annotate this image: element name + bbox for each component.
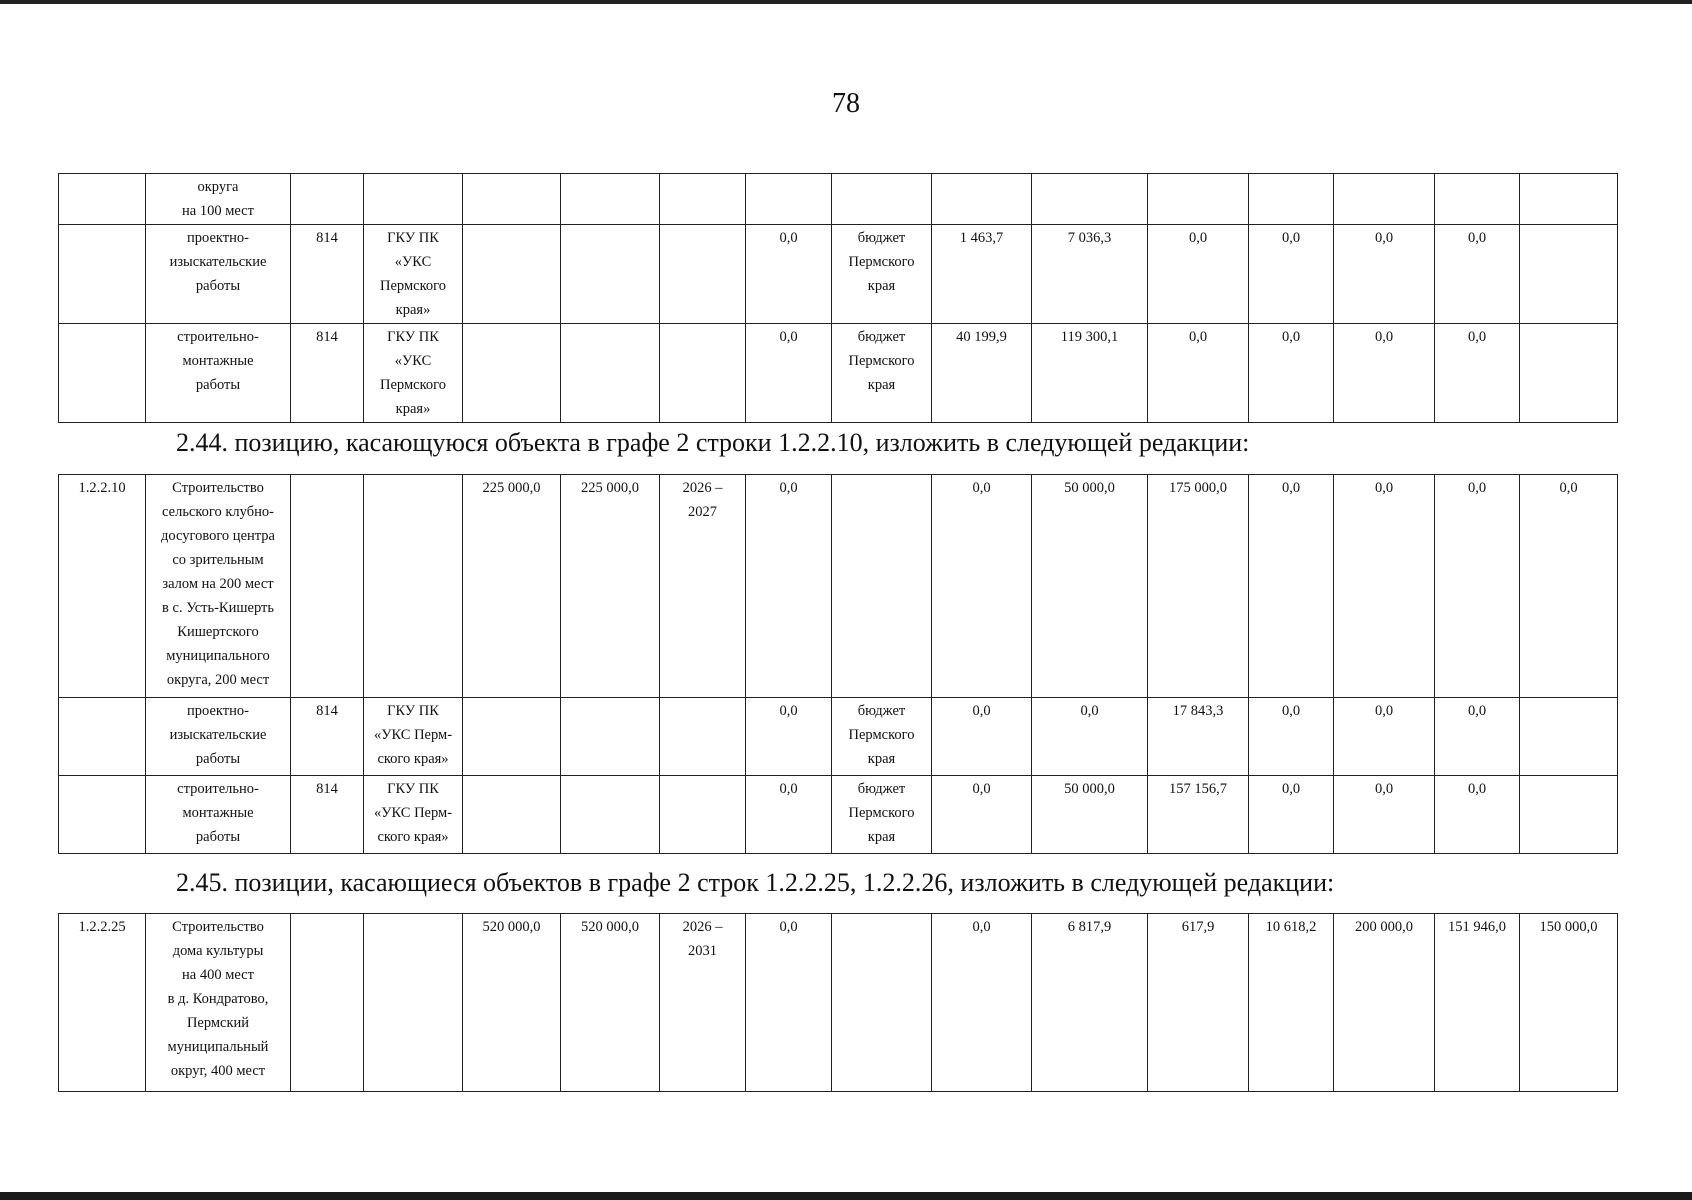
section-heading-2-45: 2.45. позиции, касающиеся объектов в графе 2 строк 1.2.2.25, 1.2.2.26, изложить в следующей редакции: <box>176 868 1335 897</box>
table-cell: 7 036,3 <box>1032 225 1148 324</box>
table-cell: бюджет Пермского края <box>832 776 932 854</box>
table-cell: бюджет Пермского края <box>832 698 932 776</box>
table-row-1-2-2-10 <box>58 474 1618 854</box>
table-cell: ГКУ ПК «УКС Перм- ского края» <box>364 776 463 854</box>
table-cell: 40 199,9 <box>932 324 1032 423</box>
table-cell: 50 000,0 <box>1032 475 1148 698</box>
table-cell <box>1148 174 1249 225</box>
table-cell: 1 463,7 <box>932 225 1032 324</box>
table-cell: Строительство сельского клубно- досугового центра со зрительным залом на 200 мест в с. Усть-Кишерть Кишертского муниципального округа, 200 мест <box>146 475 291 698</box>
table-row <box>59 225 1618 324</box>
table-cell <box>1032 174 1148 225</box>
table-cell: 0,0 <box>746 698 832 776</box>
table-cell: 0,0 <box>1435 475 1520 698</box>
table-cell: 0,0 <box>1334 698 1435 776</box>
table-cell: 0,0 <box>1435 776 1520 854</box>
table-cell <box>364 475 463 698</box>
table-cell: 0,0 <box>932 698 1032 776</box>
table-cell: 814 <box>291 776 364 854</box>
table-cell: 1.2.2.10 <box>59 475 146 698</box>
table-cell: строительно- монтажные работы <box>146 324 291 423</box>
table-cell: 617,9 <box>1148 914 1249 1092</box>
table-cell <box>832 174 932 225</box>
table-cell: 0,0 <box>1249 698 1334 776</box>
scan-edge-bottom <box>0 1192 1692 1200</box>
table-cell: ГКУ ПК «УКС Пермского края» <box>364 225 463 324</box>
table-cell: 225 000,0 <box>561 475 660 698</box>
table-cell: 0,0 <box>1249 776 1334 854</box>
table-cell: 1.2.2.25 <box>59 914 146 1092</box>
table-cell <box>364 174 463 225</box>
table-row-1-2-2-25 <box>58 913 1618 1092</box>
table-cell: 225 000,0 <box>463 475 561 698</box>
table-cell <box>463 776 561 854</box>
table-cell <box>746 174 832 225</box>
table-cell: 814 <box>291 698 364 776</box>
table-row <box>59 776 1618 854</box>
table-cell <box>660 225 746 324</box>
table-cell: 0,0 <box>932 776 1032 854</box>
table-row <box>59 174 1618 225</box>
table-cell <box>932 174 1032 225</box>
table-cell <box>660 698 746 776</box>
table-cell <box>561 225 660 324</box>
scan-edge-top <box>0 0 1692 4</box>
table-cell: 200 000,0 <box>1334 914 1435 1092</box>
table-cell: округа на 100 мест <box>146 174 291 225</box>
page-number: 78 <box>832 88 860 119</box>
table-cell <box>59 225 146 324</box>
table-cell: 0,0 <box>1334 776 1435 854</box>
table-cell: 0,0 <box>1334 225 1435 324</box>
section-heading-2-44: 2.44. позицию, касающуюся объекта в графе 2 строки 1.2.2.10, изложить в следующей редакции: <box>176 428 1250 457</box>
table-cell: 0,0 <box>932 914 1032 1092</box>
table-cell: 814 <box>291 225 364 324</box>
table-cell: 0,0 <box>1249 475 1334 698</box>
table-cell: 151 946,0 <box>1435 914 1520 1092</box>
table-cell <box>463 698 561 776</box>
table-cell: 157 156,7 <box>1148 776 1249 854</box>
table-cell: 0,0 <box>1334 475 1435 698</box>
table-cell <box>832 914 932 1092</box>
table-cell: 520 000,0 <box>561 914 660 1092</box>
table-cell: 17 843,3 <box>1148 698 1249 776</box>
table-cell <box>561 174 660 225</box>
table-row <box>59 324 1618 423</box>
table-cell: 0,0 <box>746 324 832 423</box>
table-cell: 0,0 <box>932 475 1032 698</box>
table-cell: 814 <box>291 324 364 423</box>
table-cell <box>1520 698 1618 776</box>
table-cell: проектно- изыскательские работы <box>146 225 291 324</box>
table-cell: 2026 – 2027 <box>660 475 746 698</box>
table-cell <box>1435 174 1520 225</box>
table-cell: 0,0 <box>1148 225 1249 324</box>
table-cell <box>1334 174 1435 225</box>
table-cell: строительно- монтажные работы <box>146 776 291 854</box>
table-cell: 0,0 <box>1249 324 1334 423</box>
table-cell <box>832 475 932 698</box>
table-cell: 0,0 <box>1435 698 1520 776</box>
table-cell <box>660 174 746 225</box>
table-cell: 0,0 <box>1148 324 1249 423</box>
table-cell: 150 000,0 <box>1520 914 1618 1092</box>
table-cell <box>1249 174 1334 225</box>
table-cell <box>59 324 146 423</box>
table-row <box>59 914 1618 1092</box>
table-cell: 0,0 <box>1435 324 1520 423</box>
table-cell <box>59 776 146 854</box>
table-cell: 0,0 <box>1435 225 1520 324</box>
table-cell <box>364 914 463 1092</box>
table-cell <box>463 225 561 324</box>
table-cell <box>59 698 146 776</box>
table-cell: бюджет Пермского края <box>832 324 932 423</box>
table-cell: Строительство дома культуры на 400 мест в д. Кондратово, Пермский муниципальный округ, 400 мест <box>146 914 291 1092</box>
table-cell: ГКУ ПК «УКС Перм- ского края» <box>364 698 463 776</box>
table-row <box>59 475 1618 698</box>
table-cell <box>291 475 364 698</box>
table-cell: 0,0 <box>1249 225 1334 324</box>
table-cell: 0,0 <box>1032 698 1148 776</box>
table-row <box>59 698 1618 776</box>
table-continuation <box>58 173 1618 423</box>
table-cell <box>561 776 660 854</box>
table-cell <box>463 324 561 423</box>
table-cell <box>1520 174 1618 225</box>
table-cell <box>59 174 146 225</box>
table-cell <box>561 324 660 423</box>
table-cell <box>1520 225 1618 324</box>
table-cell <box>291 174 364 225</box>
table-cell <box>660 776 746 854</box>
table-cell: 175 000,0 <box>1148 475 1249 698</box>
table-cell: 0,0 <box>746 475 832 698</box>
table-cell <box>561 698 660 776</box>
table-cell: 2026 – 2031 <box>660 914 746 1092</box>
table-cell: бюджет Пермского края <box>832 225 932 324</box>
table-cell <box>1520 324 1618 423</box>
table-cell: 0,0 <box>1334 324 1435 423</box>
table-cell: 520 000,0 <box>463 914 561 1092</box>
table-cell: 0,0 <box>746 776 832 854</box>
table-cell: проектно- изыскательские работы <box>146 698 291 776</box>
table-cell: 119 300,1 <box>1032 324 1148 423</box>
table-cell: 0,0 <box>746 914 832 1092</box>
table-cell: 50 000,0 <box>1032 776 1148 854</box>
table-cell <box>463 174 561 225</box>
table-cell: ГКУ ПК «УКС Пермского края» <box>364 324 463 423</box>
table-cell <box>660 324 746 423</box>
table-cell: 0,0 <box>746 225 832 324</box>
table-cell <box>1520 776 1618 854</box>
table-cell: 0,0 <box>1520 475 1618 698</box>
table-cell <box>291 914 364 1092</box>
table-cell: 6 817,9 <box>1032 914 1148 1092</box>
table-cell: 10 618,2 <box>1249 914 1334 1092</box>
